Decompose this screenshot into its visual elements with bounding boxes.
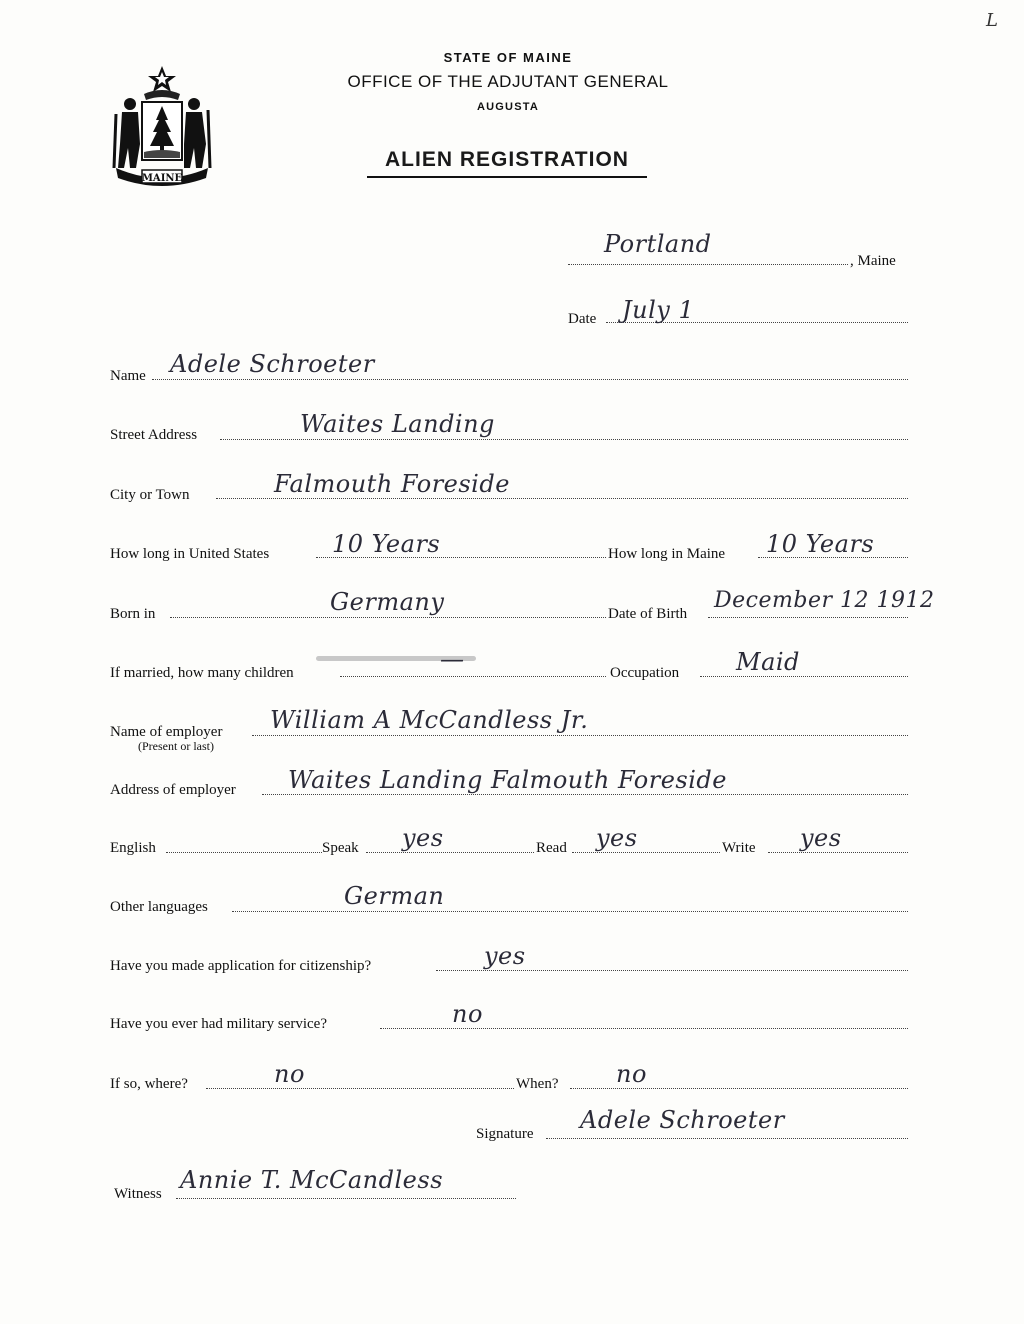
employer-address-label: Address of employer xyxy=(110,782,236,798)
occupation-line xyxy=(700,676,908,677)
date-value: July 1 xyxy=(622,296,695,324)
military-value: no xyxy=(452,1000,483,1028)
write-label: Write xyxy=(722,840,756,856)
other-languages-line xyxy=(232,911,908,912)
speak-line xyxy=(366,852,534,853)
seal-banner-text: MAINE xyxy=(141,173,183,184)
other-languages-value: German xyxy=(344,882,445,910)
title-underline xyxy=(367,176,647,178)
employer-address-value: Waites Landing Falmouth Foreside xyxy=(288,766,727,794)
city-line xyxy=(216,498,908,499)
write-value: yes xyxy=(800,824,842,852)
signature-line xyxy=(546,1138,908,1139)
place-suffix: , Maine xyxy=(850,253,896,269)
name-line xyxy=(152,379,908,380)
witness-line xyxy=(176,1198,516,1199)
when-label: When? xyxy=(516,1076,559,1092)
occupation-label: Occupation xyxy=(610,665,680,681)
english-label: English xyxy=(110,840,156,856)
employer-label: Name of employer xyxy=(110,724,223,740)
employer-address-line xyxy=(262,794,908,795)
witness-value: Annie T. McCandless xyxy=(180,1166,444,1194)
date-of-birth-label: Date of Birth xyxy=(608,606,688,622)
street-line xyxy=(220,439,908,440)
how-long-maine-value: 10 Years xyxy=(766,530,875,558)
date-label: Date xyxy=(568,311,597,327)
signature-label: Signature xyxy=(476,1126,534,1142)
born-in-label: Born in xyxy=(110,606,156,622)
place-line xyxy=(568,264,848,265)
where-value: no xyxy=(274,1060,305,1088)
how-long-maine-label: How long in Maine xyxy=(608,546,726,562)
place-value: Portland xyxy=(604,230,712,258)
children-value: — xyxy=(440,645,465,673)
witness-label: Witness xyxy=(114,1186,162,1202)
english-line xyxy=(166,852,322,853)
city-label: City or Town xyxy=(110,487,190,503)
street-value: Waites Landing xyxy=(300,410,495,438)
city-heading: AUGUSTA xyxy=(477,101,539,113)
military-label: Have you ever had military service? xyxy=(110,1016,327,1032)
form-title: ALIEN REGISTRATION xyxy=(385,148,629,171)
state-heading: STATE OF MAINE xyxy=(443,50,573,65)
citizenship-value: yes xyxy=(484,942,526,970)
date-of-birth-value: December 12 1912 xyxy=(714,588,935,613)
speak-label: Speak xyxy=(322,840,359,856)
when-value: no xyxy=(616,1060,647,1088)
when-line xyxy=(570,1088,908,1089)
read-label: Read xyxy=(536,840,567,856)
name-value: Adele Schroeter xyxy=(170,350,375,378)
children-line xyxy=(340,676,606,677)
occupation-value: Maid xyxy=(736,648,800,676)
where-line xyxy=(206,1088,514,1089)
employer-line xyxy=(252,735,908,736)
where-label: If so, where? xyxy=(110,1076,188,1092)
children-label: If married, how many children xyxy=(110,665,294,681)
how-long-us-value: 10 Years xyxy=(332,530,441,558)
corner-mark: L xyxy=(986,10,998,31)
citizenship-label: Have you made application for citizenship? xyxy=(110,958,372,974)
how-long-us-label: How long in United States xyxy=(110,546,270,562)
employer-sublabel: (Present or last) xyxy=(138,739,214,753)
other-languages-label: Other languages xyxy=(110,899,208,915)
signature-value: Adele Schroeter xyxy=(580,1106,785,1134)
office-heading: OFFICE OF THE ADJUTANT GENERAL xyxy=(347,72,669,91)
born-in-line xyxy=(170,617,606,618)
read-value: yes xyxy=(596,824,638,852)
speak-value: yes xyxy=(402,824,444,852)
date-of-birth-line xyxy=(708,617,908,618)
name-label: Name xyxy=(110,368,146,384)
city-value: Falmouth Foreside xyxy=(274,470,510,498)
born-in-value: Germany xyxy=(330,588,445,616)
citizenship-line xyxy=(436,970,908,971)
military-line xyxy=(380,1028,908,1029)
read-line xyxy=(572,852,720,853)
employer-value: William A McCandless Jr. xyxy=(270,706,589,734)
street-label: Street Address xyxy=(110,427,198,443)
write-line xyxy=(768,852,908,853)
